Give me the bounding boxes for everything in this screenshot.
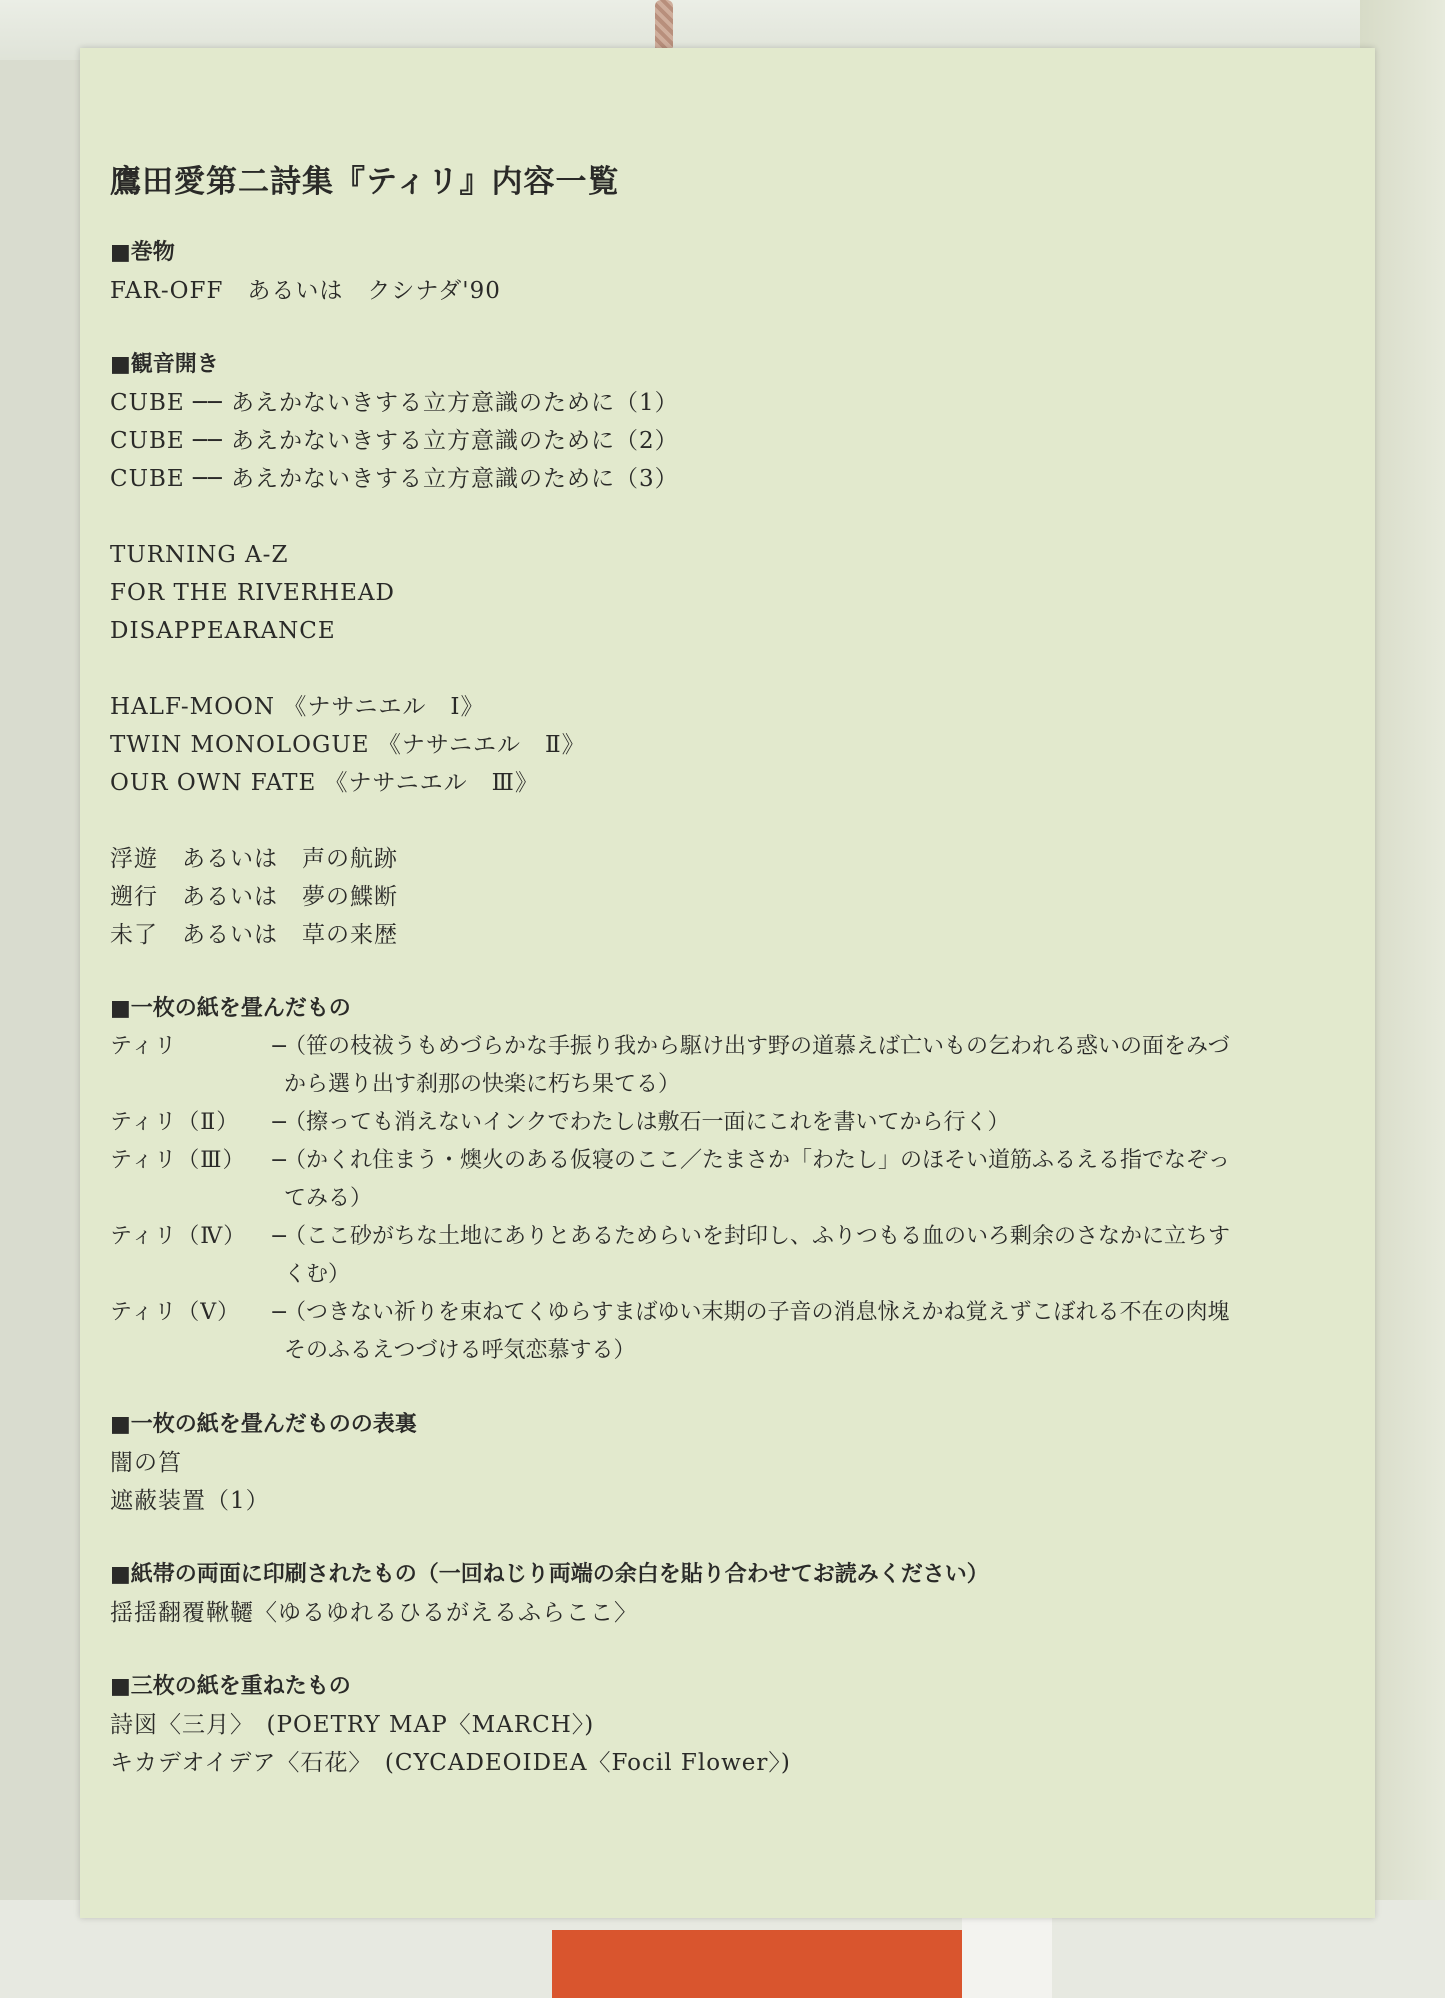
section-heading: ■一枚の紙を畳んだものの表裏 [110,1412,417,1437]
dash-mark: − [270,1034,289,1059]
tiri-text [270,1142,1350,1218]
list-item: 遡行 あるいは 夢の鰈断 [110,884,398,910]
list-item: FOR THE RIVERHEAD [110,580,395,606]
page-title: 鷹田愛第二詩集『ティリ』内容一覧 [110,164,620,200]
list-item: 未了 あるいは 草の来歴 [110,922,398,948]
list-item: CUBE ── あえかないきする立方意識のために（2） [110,428,679,454]
tiri-label: ティリ（Ⅴ） [110,1300,241,1325]
section-heading: ■観音開き [110,352,219,377]
tiri-entry [110,1294,1350,1370]
tiri-line: そのふるえつづける呼気恋慕する） [284,1338,636,1363]
white-tab [962,1915,1052,1998]
tiri-text [270,1294,1350,1370]
tiri-text [270,1028,1350,1104]
contents-page [110,160,1350,1818]
list-item: 詩図〈三月〉 (POETRY MAP〈MARCH〉) [110,1712,595,1738]
tiri-text [270,1104,1350,1142]
tiri-line: （ここ砂がちな土地にありとあるためらいを封印し、ふりつもる血のいろ剰余のさなかに立ちす [284,1224,1231,1249]
list-item: HALF-MOON 《ナサニエル Ⅰ》 [110,694,485,720]
tiri-label: ティリ [110,1034,178,1059]
list-item: FAR-OFF あるいは クシナダ'90 [110,278,501,304]
item-group [110,384,1350,498]
tiri-line: くむ） [284,1262,351,1287]
list-item: キカデオイデア〈石花〉 (CYCADEOIDEA〈Focil Flower〉) [110,1750,791,1776]
list-item: DISAPPEARANCE [110,618,336,644]
list-item: 闇の筥 [110,1450,182,1476]
list-item: 遮蔽装置（1） [110,1488,270,1514]
section-paper-band [110,1556,1350,1632]
list-item: 揺揺翻覆鞦韆〈ゆるゆれるひるがえるふらここ〉 [110,1600,638,1626]
list-item: CUBE ── あえかないきする立方意識のために（3） [110,466,679,492]
section-front-back [110,1406,1350,1520]
list-item: TWIN MONOLOGUE 《ナサニエル Ⅱ》 [110,732,586,758]
tiri-entry [110,1142,1350,1218]
section-heading: ■巻物 [110,240,175,265]
tiri-label: ティリ（Ⅱ） [110,1110,240,1135]
section-heading: ■三枚の紙を重ねたもの [110,1674,351,1699]
tiri-line: （擦っても消えないインクでわたしは敷石一面にこれを書いてから行く） [284,1110,1010,1135]
tiri-line: （かくれ住まう・燠火のある仮寝のここ／たまさか「わたし」のほそい道筋ふるえる指でなぞっ [284,1148,1231,1173]
tiri-label: ティリ（Ⅳ） [110,1224,247,1249]
section-double-door [110,346,1350,954]
section-heading: ■紙帯の両面に印刷されたもの（一回ねじり両端の余白を貼り合わせてお読みください） [110,1562,989,1587]
tiri-line: てみる） [284,1186,373,1211]
section-scroll [110,234,1350,310]
dash-mark: − [270,1110,289,1135]
list-item: 浮遊 あるいは 声の航跡 [110,846,398,872]
tiri-entry [110,1218,1350,1294]
item-group [110,840,1350,954]
item-group [110,688,1350,802]
tiri-line: から選り出す刹那の快楽に朽ち果てる） [284,1072,681,1097]
item-group [110,536,1350,650]
tiri-line: （つきない祈りを束ねてくゆらすまばゆい末期の子音の消息怺えかね覚えずこぼれる不在の肉塊 [284,1300,1230,1325]
dash-mark: − [270,1224,289,1249]
tiri-label: ティリ（Ⅲ） [110,1148,246,1173]
dash-mark: − [270,1148,289,1173]
section-three-sheets [110,1668,1350,1782]
tiri-text [270,1218,1350,1294]
binding-string [655,0,673,52]
tiri-entry [110,1104,1350,1142]
list-item: CUBE ── あえかないきする立方意識のために（1） [110,390,679,416]
tiri-entry [110,1028,1350,1104]
tiri-line: （笹の枝祓うもめづらかな手振り我から駆け出す野の道慕えば亡いもの乞われる惑いの面をみづ [284,1034,1230,1059]
dash-mark: − [270,1300,289,1325]
section-folded-sheet [110,990,1350,1370]
list-item: OUR OWN FATE 《ナサニエル Ⅲ》 [110,770,539,796]
section-heading: ■一枚の紙を畳んだもの [110,996,351,1021]
red-strip [552,1930,962,1998]
list-item: TURNING A-Z [110,542,289,568]
